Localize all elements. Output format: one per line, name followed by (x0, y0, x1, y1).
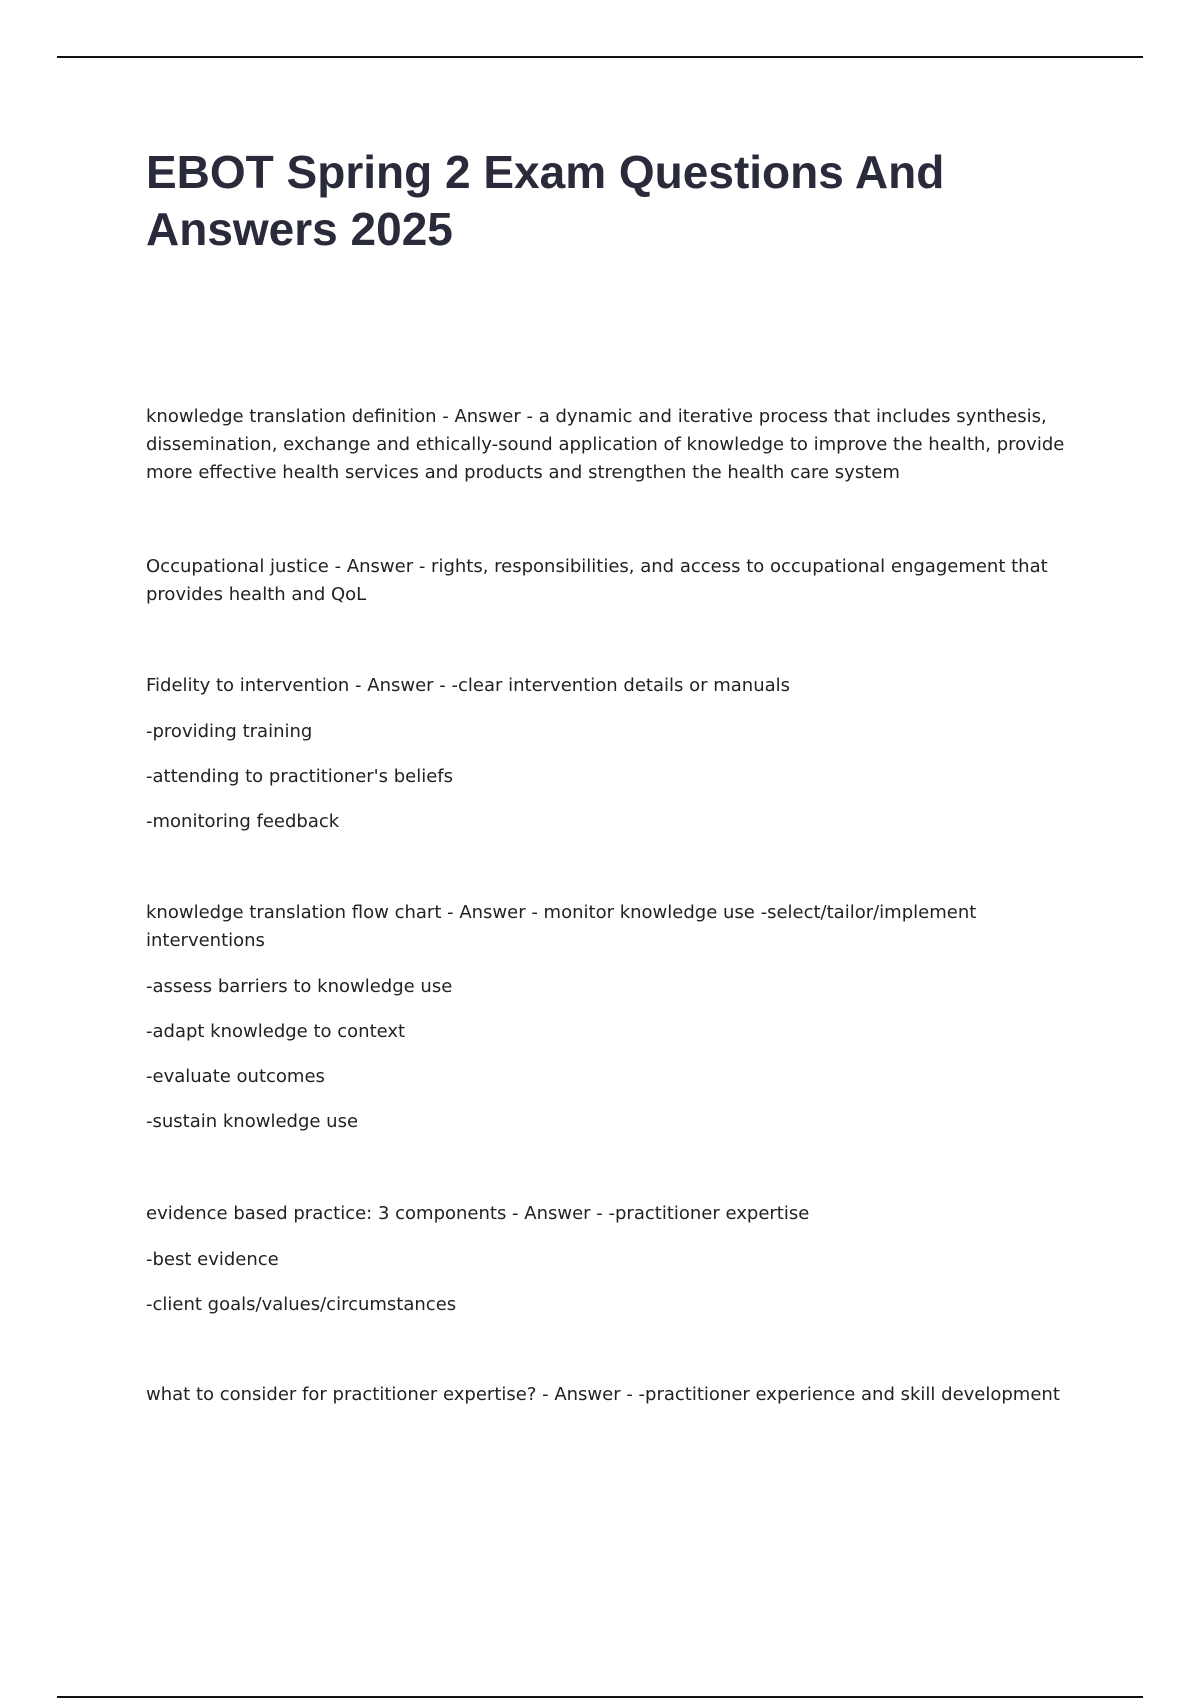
qa-list-item: -assess barriers to knowledge use (146, 976, 453, 997)
top-rule (57, 56, 1143, 58)
qa-list-item: -adapt knowledge to context (146, 1021, 406, 1042)
qa-text: evidence based practice: 3 components - Answer - -practitioner expertise (146, 1203, 810, 1224)
qa-entry-practitioner-expertise (146, 1381, 1076, 1409)
qa-list-item: -providing training (146, 721, 313, 742)
qa-entry-evidence-based-practice (146, 1200, 1076, 1319)
qa-text: what to consider for practitioner expertise? - Answer - -practitioner experience and skill development (146, 1384, 1060, 1405)
bottom-rule (57, 1696, 1143, 1698)
qa-entry-knowledge-translation-flow-chart (146, 899, 1076, 1136)
document-title: EBOT Spring 2 Exam Questions And Answers 2025 (146, 146, 945, 255)
qa-text: knowledge translation definition - Answer - a dynamic and iterative process that includes synthesis, dissemination, exchange and ethically-sound application of knowledge to improve the health, provide more effective health services and products and strengthen the health care system (146, 406, 1065, 483)
qa-list-item: -attending to practitioner's beliefs (146, 766, 454, 787)
qa-text: Occupational justice - Answer - rights, responsibilities, and access to occupational engagement that provides health and QoL (146, 556, 1048, 605)
qa-list-item: -sustain knowledge use (146, 1111, 359, 1132)
qa-entry-occupational-justice (146, 553, 1076, 609)
qa-entry-fidelity-to-intervention (146, 672, 1076, 836)
qa-entry-knowledge-translation-definition (146, 403, 1076, 487)
qa-list-item: -best evidence (146, 1249, 279, 1270)
qa-list-item: -monitoring feedback (146, 811, 340, 832)
qa-list-item: -evaluate outcomes (146, 1066, 325, 1087)
qa-list-item: -client goals/values/circumstances (146, 1294, 457, 1315)
qa-text: knowledge translation flow chart - Answer - monitor knowledge use -select/tailor/implement interventions (146, 902, 977, 951)
qa-text: Fidelity to intervention - Answer - -clear intervention details or manuals (146, 675, 791, 696)
